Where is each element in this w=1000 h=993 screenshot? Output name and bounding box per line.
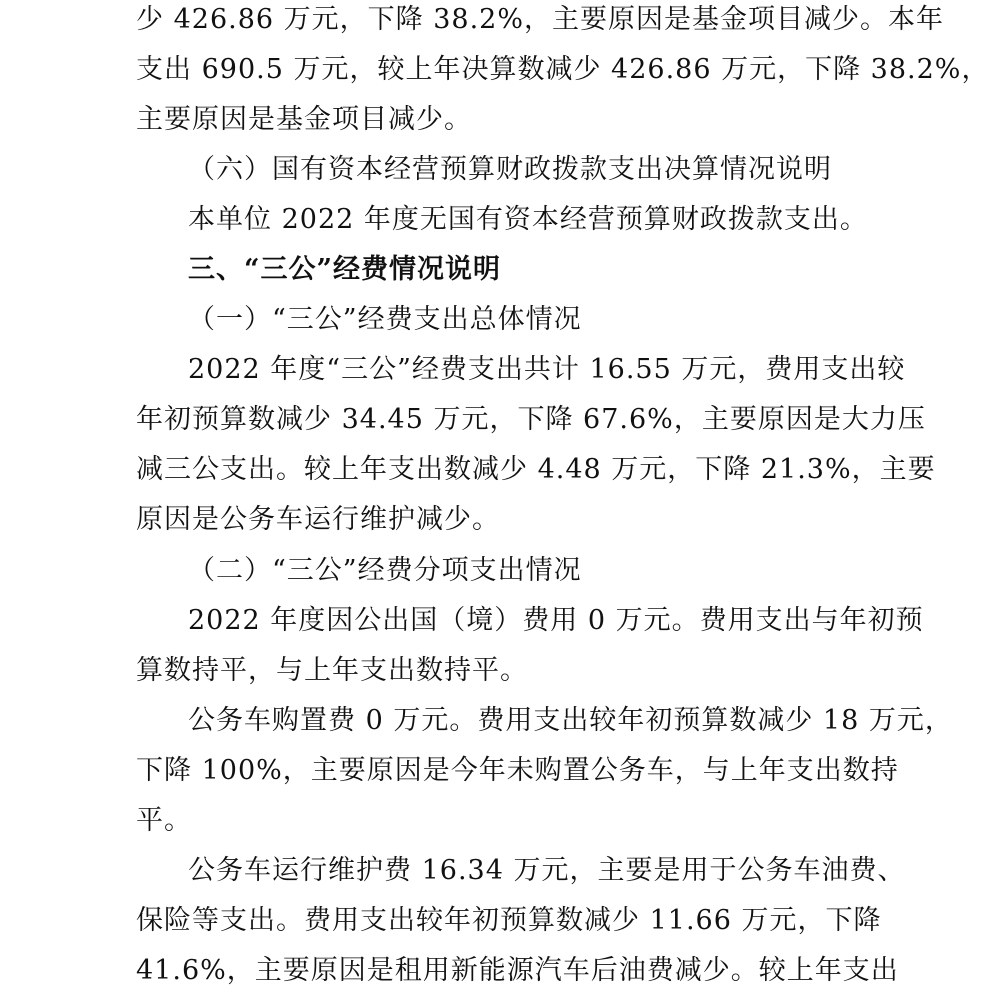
paragraph-line: 公务车运行维护费 16.34 万元，主要是用于公务车油费、 [188, 855, 906, 886]
paragraph-line: 下降 100%，主要原因是今年未购置公务车，与上年支出数持 [136, 755, 899, 786]
paragraph-line: 41.6%，主要原因是租用新能源汽车后油费减少。较上年支出 [136, 955, 899, 986]
subsection-heading: （六）国有资本经营预算财政拨款支出决算情况说明 [188, 154, 832, 185]
paragraph-line: 保险等支出。费用支出较年初预算数减少 11.66 万元，下降 [136, 905, 882, 936]
paragraph-line: 年初预算数减少 34.45 万元，下降 67.6%，主要原因是大力压 [136, 404, 926, 435]
section-heading: 三、“三公”经费情况说明 [188, 254, 502, 285]
paragraph-line: 2022 年度因公出国（境）费用 0 万元。费用支出与年初预 [188, 605, 924, 636]
paragraph-line: 公务车购置费 0 万元。费用支出较年初预算数减少 18 万元， [188, 705, 953, 736]
paragraph-line: 支出 690.5 万元，较上年决算数减少 426.86 万元，下降 38.2%， [136, 54, 990, 85]
paragraph-line: 本单位 2022 年度无国有资本经营预算财政拨款支出。 [188, 204, 868, 235]
paragraph-line: 平。 [136, 805, 192, 836]
subsection-heading: （一）“三公”经费支出总体情况 [188, 304, 582, 335]
subsection-heading: （二）“三公”经费分项支出情况 [188, 555, 582, 586]
paragraph-line: 主要原因是基金项目减少。 [136, 104, 472, 135]
paragraph-line: 少 426.86 万元，下降 38.2%，主要原因是基金项目减少。本年 [136, 4, 944, 35]
paragraph-line: 2022 年度“三公”经费支出共计 16.55 万元，费用支出较 [188, 354, 906, 385]
paragraph-line: 减三公支出。较上年支出数减少 4.48 万元，下降 21.3%，主要 [136, 454, 936, 485]
paragraph-line: 算数持平，与上年支出数持平。 [136, 655, 528, 686]
paragraph-line: 原因是公务车运行维护减少。 [136, 504, 500, 535]
